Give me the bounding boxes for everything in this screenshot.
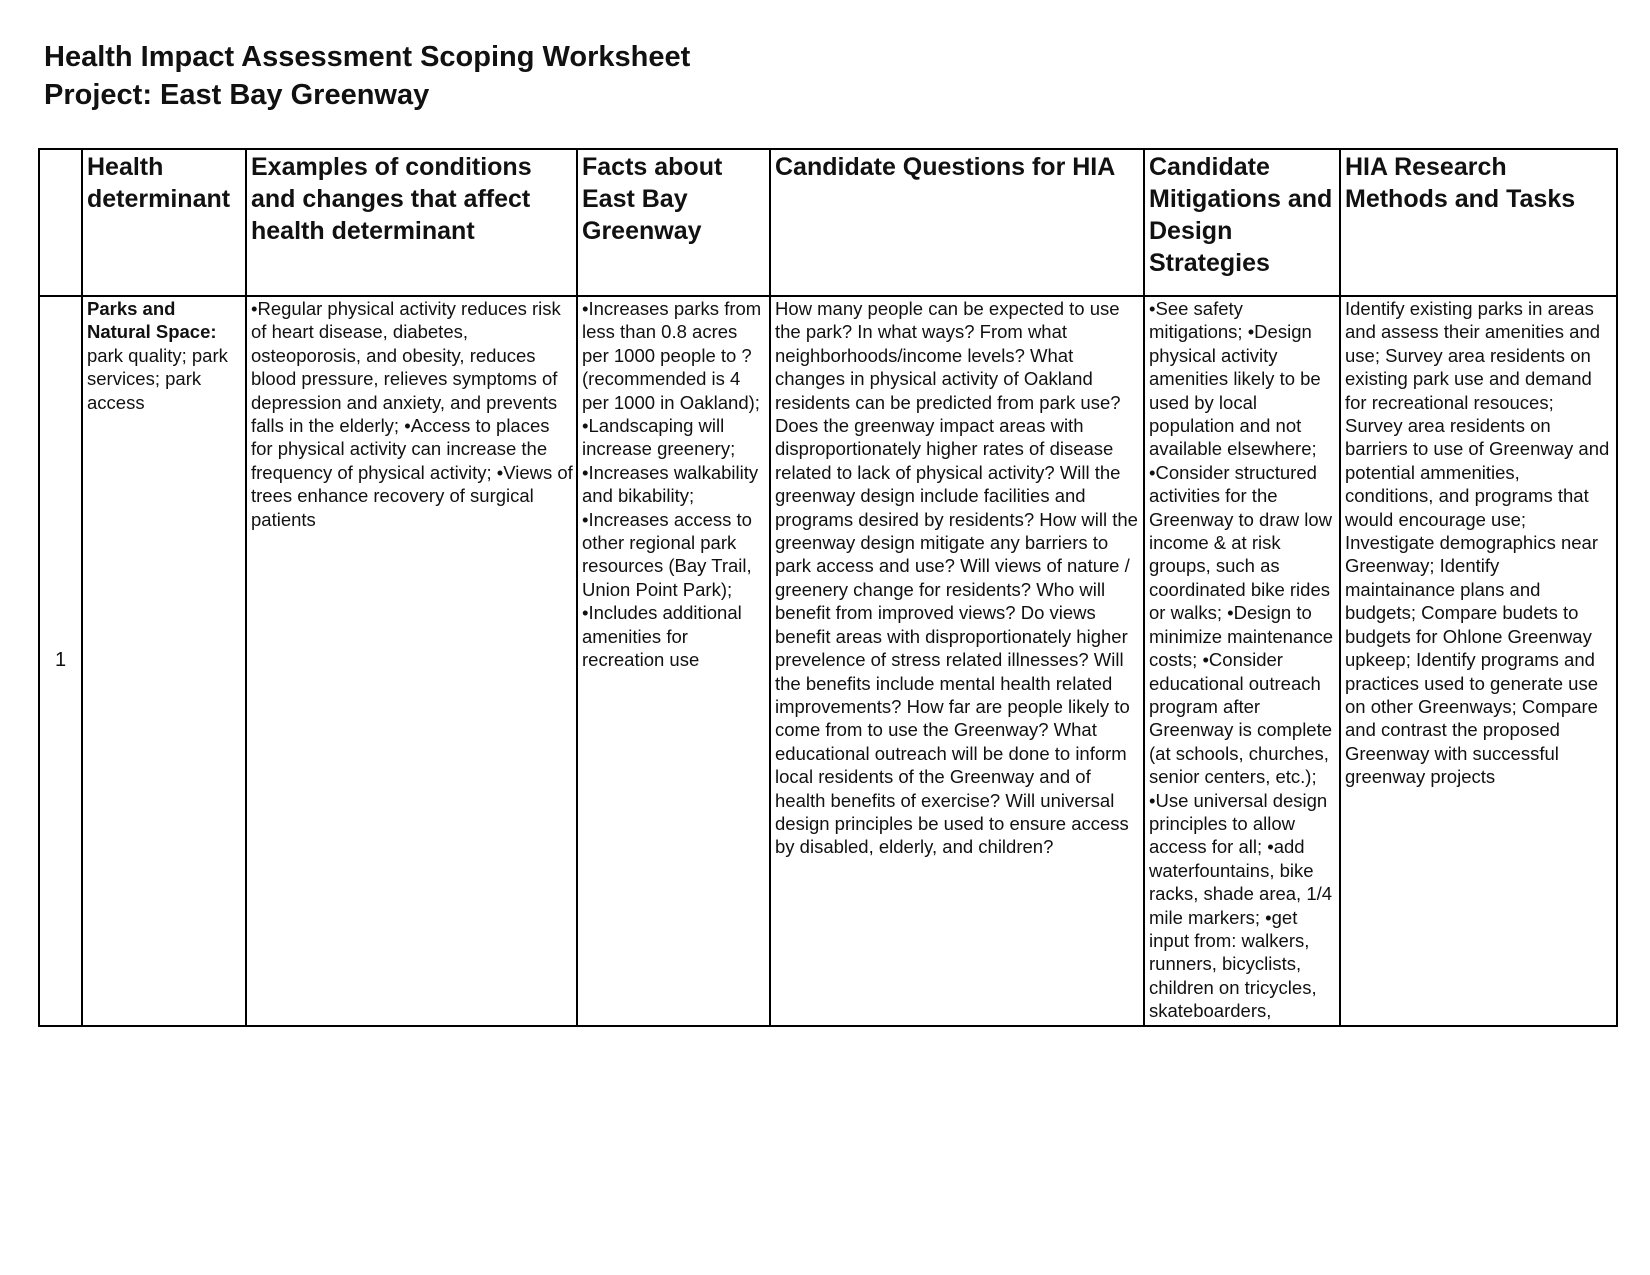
mitigations-cell: •See safety mitigations; •Design physical activity amenities likely to be used by local population and not available elsewhere; •Consider structured activities for the Greenway to draw low income & at risk groups, such as coordinated bike rides or walks; •Design to minimize maintenance costs; •Consider educational outreach program after Greenway is complete (at schools, churches, senior centers, etc.); •Use universal design principles to allow access for all; •add waterfountains, bike racks, shade area, 1/4 mile markers; •get input from: walkers, runners, bicyclists, children on tricycles, skateboarders, <box>1144 296 1340 1026</box>
health-determinant-cell <box>82 296 246 1026</box>
determinant-detail: park quality; park services; park access <box>87 344 228 413</box>
project-title: Project: East Bay Greenway <box>44 79 430 111</box>
header-research-methods: HIA Research Methods and Tasks <box>1340 149 1617 296</box>
scoping-worksheet-table <box>38 148 1618 1027</box>
questions-cell: How many people can be expected to use the park? In what ways? From what neighborhoods/income levels? What changes in physical activity of Oakland residents can be predicted from park use? Does the greenway impact areas with disproportionately higher rates of disease related to lack of physical activity? Will the greenway design include facilities and programs desired by residents? How will the greenway design mitigate any barriers to park access and use? Will views of nature / greenery change for residents? Who will benefit from improved views? Do views benefit areas with disproportionately higher prevelence of stress related illnesses? Will the benefits include mental health related improvements? How far are people likely to come from to use the Greenway? What educational outreach will be done to inform local residents of the Greenway and of health benefits of exercise? Will universal design principles be used to ensure access by disabled, elderly, and children? <box>770 296 1144 1026</box>
header-candidate-questions: Candidate Questions for HIA <box>770 149 1144 296</box>
header-row-number <box>39 149 82 296</box>
examples-cell: •Regular physical activity reduces risk of heart disease, diabetes, osteoporosis, and obesity, reduces blood pressure, relieves symptoms of depression and anxiety, and prevents falls in the elderly; •Access to places for physical activity can increase the frequency of physical activity; •Views of trees enhance recovery of surgical patients <box>246 296 577 1026</box>
facts-cell: •Increases parks from less than 0.8 acres per 1000 people to ? (recommended is 4 per 1000 in Oakland); •Landscaping will increase greenery; •Increases walkability and bikability; •Increases access to other regional park resources (Bay Trail, Union Point Park); •Includes additional amenities for recreation use <box>577 296 770 1026</box>
document-header <box>44 38 690 114</box>
header-row <box>39 149 1617 296</box>
header-facts: Facts about East Bay Greenway <box>577 149 770 296</box>
header-candidate-mitigations: Candidate Mitigations and Design Strategies <box>1144 149 1340 296</box>
determinant-title: Parks and Natural Space: <box>87 298 217 343</box>
row-number: 1 <box>39 296 82 1026</box>
worksheet-title: Health Impact Assessment Scoping Worksheet <box>44 41 691 73</box>
header-examples: Examples of conditions and changes that affect health determinant <box>246 149 577 296</box>
methods-cell: Identify existing parks in areas and assess their amenities and use; Survey area residents on existing park use and demand for recreational resouces; Survey area residents on barriers to use of Greenway and potential ammenities, conditions, and programs that would encourage use; Investigate demographics near Greenway; Identify maintainance plans and budgets; Compare budets to budgets for Ohlone Greenway upkeep; Identify programs and practices used to generate use on other Greenways; Compare and contrast the proposed Greenway with successful greenway projects <box>1340 296 1617 1026</box>
header-health-determinant: Health determinant <box>82 149 246 296</box>
table-row <box>39 296 1617 1026</box>
